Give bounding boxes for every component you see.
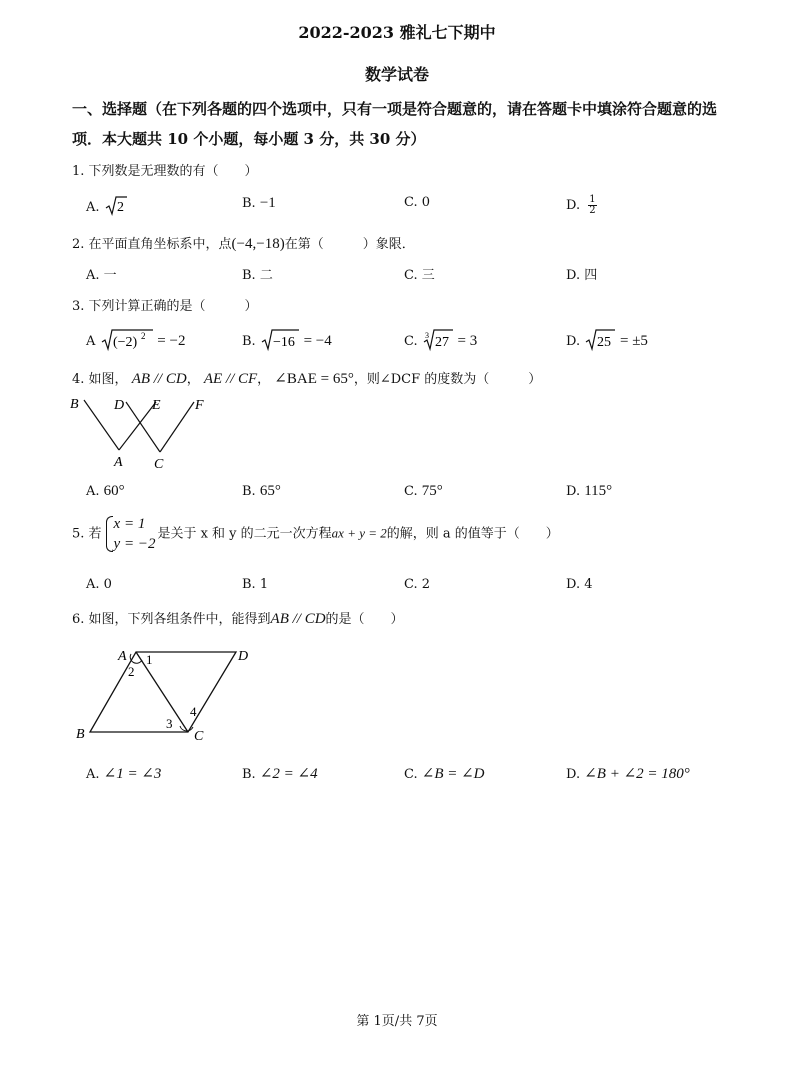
option-b: B. −1 [242, 195, 276, 211]
svg-text:(−2): (−2) [112, 335, 137, 350]
option-b: B. 二 [242, 268, 273, 283]
option-c: C. 三 [404, 268, 435, 283]
question-2-options [86, 264, 726, 286]
option-d: D. 四 [566, 268, 598, 283]
option-a: A. 2 [86, 195, 128, 217]
option-c: C. 3 27 = 3 [404, 328, 477, 352]
option-b: B. ∠2 = ∠4 [242, 766, 318, 782]
label-B: B [70, 397, 79, 412]
sqrt-symbol [100, 328, 154, 352]
sqrt-symbol [584, 328, 616, 352]
sqrt-argument: 2 [116, 200, 124, 215]
label-C: C [194, 729, 204, 744]
exam-subtitle: 数学试卷 [364, 65, 429, 84]
svg-text:2: 2 [140, 331, 146, 341]
option-c: C. 2 [404, 577, 431, 592]
angle-4: 4 [190, 704, 197, 719]
option-b: B. −16 = −4 [242, 328, 332, 352]
label-D: D [114, 398, 125, 413]
question-4-options [86, 483, 726, 505]
option-a: A. 60° [86, 483, 125, 499]
angle-3: 3 [166, 716, 173, 731]
angle-2: 2 [128, 664, 135, 679]
question-1-options [86, 195, 726, 217]
label-E: E [152, 398, 161, 413]
option-b: B. 1 [242, 577, 269, 592]
question-5-options [86, 577, 726, 599]
equation-system: x = 1 y = −2 [104, 514, 156, 554]
option-c: C. 75° [404, 483, 443, 499]
section-heading: 一、选择题（在下列各题的四个选项中，只有一项是符合题意的，请在答题卡中填涂符合题意的选项．本大题共 10 个小题，每小题 3 分，共 30 分） [72, 100, 718, 148]
label-A: A [114, 455, 123, 470]
label-B: B [76, 727, 85, 742]
question-1-stem: 1. 下列数是无理数的有（ ） [72, 164, 258, 179]
svg-text:3: 3 [424, 331, 429, 340]
option-d: D. 25 = ±5 [566, 328, 648, 352]
fraction: $\frac{1}{2}$ [589, 194, 596, 216]
svg-text:27: 27 [434, 335, 449, 350]
label-A: A [118, 649, 127, 664]
option-d: D. 4 [566, 577, 593, 592]
page-footer: 第 1页/共 7页 [356, 1014, 438, 1029]
option-a: A. 0 [86, 577, 112, 592]
label-D: D [238, 649, 249, 664]
option-a: A. ∠1 = ∠3 [86, 766, 162, 782]
svg-text:25: 25 [597, 335, 612, 350]
option-d: D. 115° [566, 483, 613, 499]
question-6-stem: 6. 如图，下列各组条件中，能得到AB // CD的是（ ） [72, 611, 404, 627]
sqrt-symbol [104, 195, 128, 217]
question-2-stem: 2. 在平面直角坐标系中，点(−4,−18)在第（ ）象限． [72, 236, 415, 252]
question-3-options [86, 328, 726, 354]
svg-text:−16: −16 [272, 335, 295, 350]
option-a: A. 一 [86, 268, 117, 283]
question-6-options [86, 764, 726, 786]
option-b: B. 65° [242, 483, 281, 499]
question-3-stem: 3. 下列计算正确的是（ ） [72, 299, 258, 314]
sqrt-symbol [260, 328, 300, 352]
option-a: A (−2) 2 = −2 [86, 328, 185, 352]
option-d: D. ∠B + ∠2 = 180° [566, 766, 690, 782]
cube-root-symbol [422, 328, 454, 352]
angle-1: 1 [146, 652, 153, 667]
option-c: C. 0 [404, 195, 431, 210]
option-d: D. $\frac{1}{2}$ [566, 194, 596, 216]
option-c: C. ∠B = ∠D [404, 766, 485, 782]
question-4-stem: 4. 如图， AB // CD， AE // CF， ∠BAE = 65°，则∠DCF 的度数为（ ） [72, 371, 542, 387]
question-5-stem: 5. 若 x = 1 y = −2 是关于 x 和 y 的二元一次方程ax + y = 2的解，则 a 的值等于（ ） [72, 516, 559, 552]
label-C: C [154, 457, 164, 472]
figure-q4 [64, 394, 224, 474]
label-F: F [195, 398, 204, 413]
figure-q6 [72, 644, 272, 748]
exam-title: 2022-2023 雅礼七下期中 [298, 23, 496, 42]
